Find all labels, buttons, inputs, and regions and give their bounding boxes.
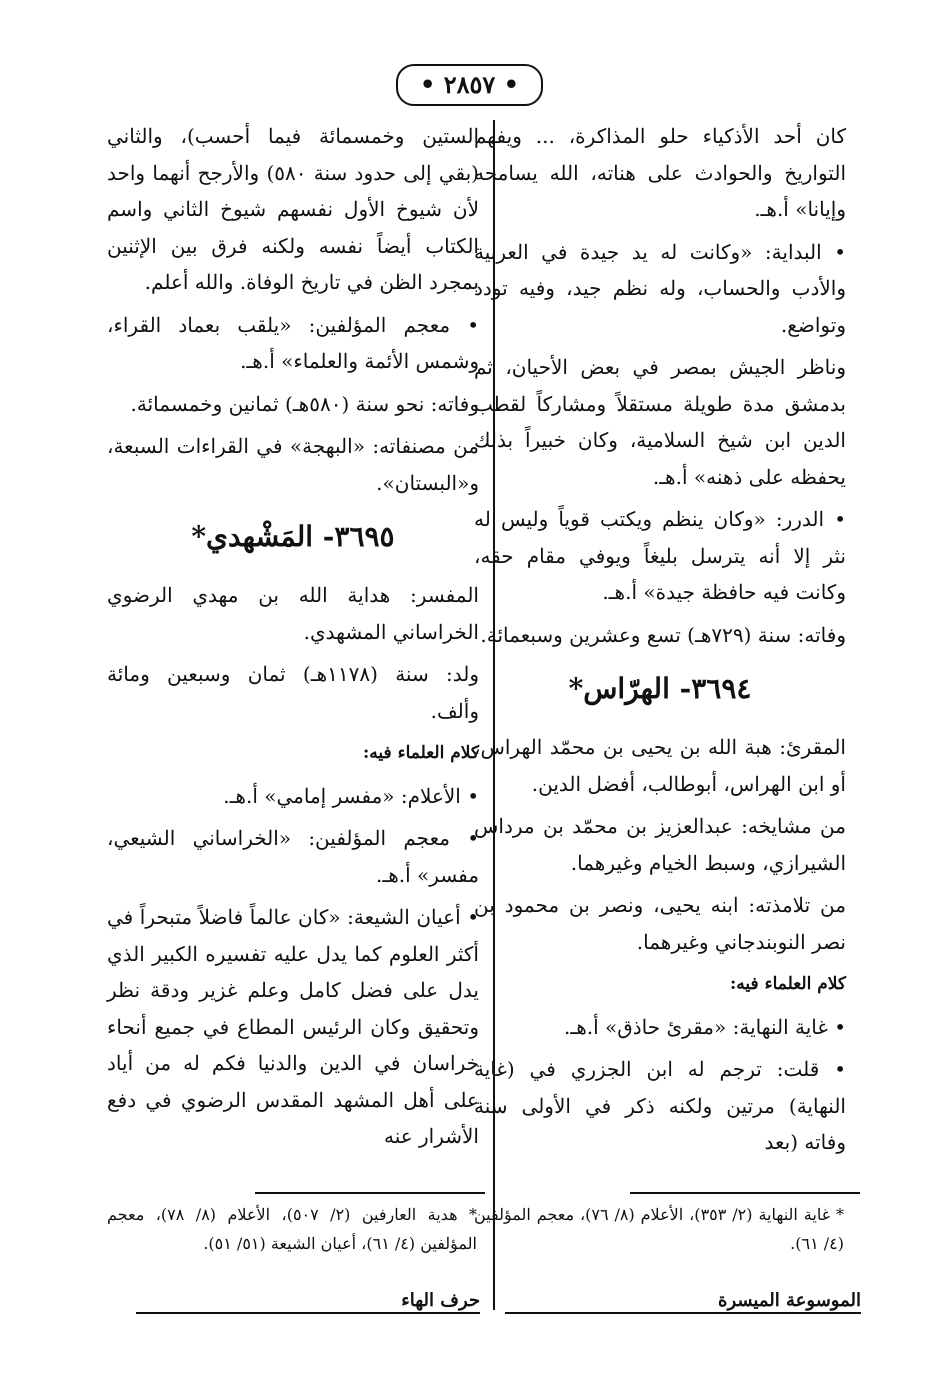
paragraph: • معجم المؤلفين: «يلقب بعماد القراء، وشمس الأئمة والعلماء» أ.هـ.: [107, 312, 479, 373]
footnote-left: * هدية العارفين (٢/ ٥٠٧)، الأعلام (٨/ ٧٨)، معجم المؤلفين (٤/ ٦١)، أعيان الشيعة (٥١/ ٥١).: [107, 1205, 477, 1253]
paragraph: وفاته: سنة (٧٢٩هـ) تسع وعشرين وسبعمائة.: [480, 622, 846, 647]
paragraph: • الأعلام: «مفسر إمامي» أ.هـ.: [223, 783, 479, 808]
paragraph: • غاية النهاية: «مقرئ حاذق» أ.هـ.: [563, 1014, 846, 1039]
footer-right: [505, 1290, 861, 1322]
paragraph: • معجم المؤلفين: «الخراساني الشيعي، مفسر» أ.هـ.: [107, 826, 479, 887]
paragraph: المفسر: هداية الله بن مهدي الرضوي الخراساني المشهدي.: [107, 583, 479, 644]
footer-line: [505, 1312, 861, 1314]
right-column: [474, 118, 846, 1167]
section-heading: كلام العلماء فيه:: [363, 743, 479, 763]
paragraph: • أعيان الشيعة: «كان عالماً فاضلاً متبحراً في أكثر العلوم كما يدل عليه تفسيره الكبير الذي يدل على فضل كامل وعلم غزير ودقة نظر وتحقيق وكان الرئيس المطاع في جميع أنحاء خراسان في الدين والدنيا فكم له من أياد على أهل المشهد المقدس الرضوي في دفع الأشرار عنه: [107, 905, 479, 1148]
paragraph: من تلامذته: ابنه يحيى، ونصر بن محمود بن نصر النوبندجاني وغيرهما.: [474, 893, 846, 954]
footnote-rule-left: [255, 1192, 485, 1194]
footer-title: الموسوعة الميسرة: [712, 1290, 861, 1311]
section-heading: كلام العلماء فيه:: [730, 974, 846, 994]
paragraph: كان أحد الأذكياء حلو المذاكرة، ... ويفهم التواريخ والحوادث على هناته، الله يسامحه وإيانا» أ.هـ.: [474, 124, 846, 221]
paragraph: المقرئ: هبة الله بن يحيى بن محمّد الهراس، أو ابن الهراس، أبوطالب، أفضل الدين.: [474, 735, 846, 796]
paragraph: الستين وخمسمائة فيما أحسب)، والثاني (بقي إلى حدود سنة ٥٨٠) والأرجح أنهما واحد لأن شيوخ الأول نفسهم شيوخ الثاني واسم الكتاب أيضاً نفسه ولكنه فرق بين الإثنين بمجرد الظن في تاريخ الوفاة. والله أعلم.: [107, 124, 479, 294]
paragraph: • الدرر: «وكان ينظم ويكتب قوياً وليس له نثر إلا أنه يترسل بليغاً ويوفي مقام حقه، وكانت فيه حافظة جيدة» أ.هـ.: [474, 507, 846, 604]
paragraph: • قلت: ترجم له ابن الجزري في (غاية النهاية) مرتين ولكنه ذكر في الأولى سنة وفاته (بعد: [474, 1057, 846, 1154]
paragraph: • البداية: «وكانت له يد جيدة في العربية والأدب والحساب، وله نظم جيد، وفيه تودد وتواضع.: [474, 239, 846, 337]
footer-line: [136, 1312, 480, 1314]
paragraph: من مصنفاته: «البهجة» في القراءات السبعة، و«البستان».: [107, 434, 479, 495]
footer-left: [136, 1290, 480, 1322]
entry-title-3695: ٣٦٩٥- المَشْهدي*: [191, 520, 395, 553]
footnote-right: * غاية النهاية (٢/ ٣٥٣)، الأعلام (٨/ ٧٦)، معجم المؤلفين (٤/ ٦١).: [474, 1205, 845, 1253]
paragraph: وناظر الجيش بمصر في بعض الأحيان، ثم بدمشق مدة طويلة مستقلاً ومشاركاً لقطب الدين ابن شيخ السلامية، وكان خبيراً بذلك يحفظه على ذهنه» أ.هـ.: [474, 355, 846, 489]
entry-title-3694: ٣٦٩٤- الهرّاس*: [568, 672, 752, 705]
paragraph: ولد: سنة (١١٧٨هـ) ثمان وسبعين ومائة وألف.: [107, 662, 479, 723]
paragraph: من مشايخه: عبدالعزيز بن محمّد بن مرداس الشيرازي، وسبط الخيام وغيرهما.: [474, 814, 846, 875]
page-number: • ٢٨٥٧ •: [396, 64, 543, 106]
left-column: [107, 118, 479, 1161]
page-number-header: [0, 64, 939, 106]
footnote-rule-right: [630, 1192, 860, 1194]
paragraph: وفاته: نحو سنة (٥٨٠هـ) ثمانين وخمسمائة.: [130, 391, 479, 416]
footer-section: حرف الهاء: [395, 1290, 480, 1311]
